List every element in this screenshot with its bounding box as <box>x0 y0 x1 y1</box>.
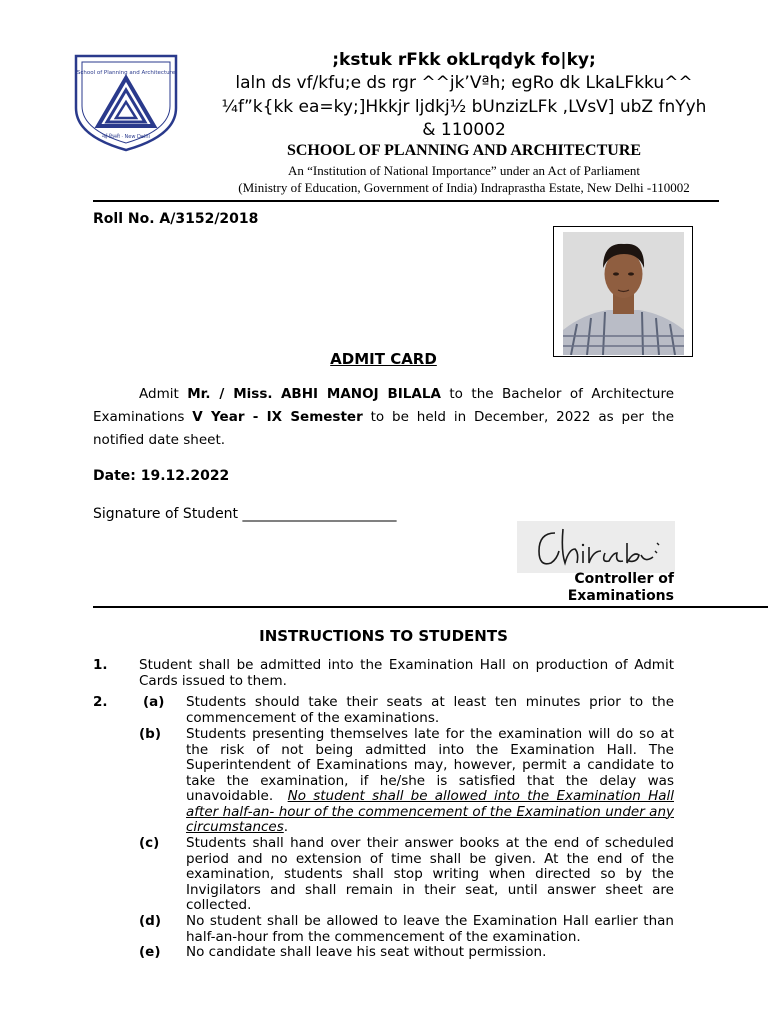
year-semester: V Year - IX Semester <box>192 409 363 425</box>
instruction-2b-emphasis: No student shall be allowed into the Examination Hall after half-an- hour of the commencement of the Examination under any circumstances <box>186 788 674 835</box>
hindi-line-2: laln ds vf/kfu;e ds rgr ^^jk’Vªh; egRo dk LkaLFkku^^ <box>235 73 693 93</box>
item-1-number: 1. <box>93 657 108 673</box>
student-name: ABHI MANOJ BILALA <box>280 386 441 402</box>
controller-line-2: Examinations <box>567 588 674 604</box>
admit-word: Admit <box>139 386 179 402</box>
instruction-2b-text: Students presenting themselves late for the examination will do so at the risk of not being admitted into the Examination Hall. The Superintendent of Examinations may, however, permit a candidate to take the examination, if he/she is satisfied that the delay was unavoidable. <box>186 726 674 804</box>
instruction-2a: Students should take their seats at least ten minutes prior to the commencement of the examinations. <box>186 694 674 726</box>
admit-text-1: to the Bachelor of Architecture Examinations <box>93 386 675 425</box>
roll-value: A/3152/2018 <box>159 211 259 227</box>
salutation: Mr. / Miss. <box>187 386 273 402</box>
hindi-title: ;kstuk rFkk okLrqdyk fo|ky; <box>332 50 596 70</box>
item-2e-label: (e) <box>139 944 161 960</box>
header-subtitle: An “Institution of National Importance” under an Act of Parliament <box>288 163 640 178</box>
school-name: SCHOOL OF PLANNING AND ARCHITECTURE <box>286 142 642 159</box>
hindi-line-3: ¼f”k{kk ea=ky;]Hkkjr ljdkj½ bUnzizLFk ,LVsV] ubZ fnYyh <box>221 97 707 117</box>
item-2d-label: (d) <box>139 913 162 929</box>
item-2b-label: (b) <box>139 726 162 742</box>
item-2-number: 2. <box>93 694 108 710</box>
signature-label: Signature of Student <box>93 506 239 522</box>
item-2a-label: (a) <box>143 694 165 710</box>
signature-line: ______________________ <box>242 506 397 522</box>
admit-text-2: to be held in December, 2022 as per the notified date sheet. <box>93 409 674 448</box>
instruction-2b <box>186 727 674 836</box>
header-ministry: (Ministry of Education, Government of India) Indraprastha Estate, New Delhi -110002 <box>238 180 690 195</box>
item-2c-label: (c) <box>139 835 160 851</box>
instruction-2e: No candidate shall leave his seat without permission. <box>186 944 547 960</box>
hindi-line-4: & 110002 <box>422 120 506 140</box>
controller-line-1: Controller of <box>574 571 674 587</box>
date-value: 19.12.2022 <box>140 468 230 484</box>
instruction-2c: Students shall hand over their answer books at the end of scheduled period and no extension of time shall be given. At the end of the examination, students shall stop writing when directed so by the Invigilators and shall remain in their seat, until answer sheet are collected. <box>186 835 674 913</box>
instruction-2d: No student shall be allowed to leave the Examination Hall earlier than half-an-hour from the commencement of the examination. <box>186 913 674 945</box>
instruction-1: Student shall be admitted into the Examination Hall on production of Admit Cards issued to them. <box>139 657 674 689</box>
instructions-title: INSTRUCTIONS TO STUDENTS <box>259 627 508 645</box>
logo-ring-text: School of Planning and Architecture <box>76 70 176 76</box>
date-label: Date: <box>93 468 136 484</box>
instruction-2b-end: . <box>283 819 289 835</box>
admit-card-title: ADMIT CARD <box>330 350 437 368</box>
roll-label: Roll No. <box>93 211 155 227</box>
logo-bottom-text: नई दिल्ली · New Delhi <box>102 134 150 140</box>
